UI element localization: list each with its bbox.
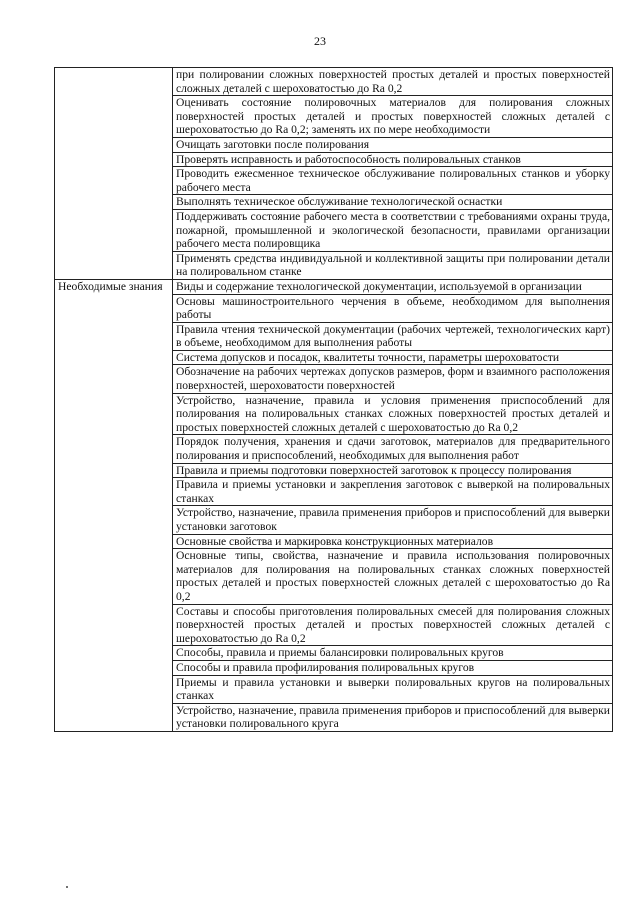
table-cell: Основные свойства и маркировка конструкционных материалов bbox=[173, 534, 613, 549]
table-cell: Правила чтения технической документации (рабочих чертежей, технологических карт) в объеме, необходимом для выполнения работы bbox=[173, 322, 613, 350]
scan-speck bbox=[66, 886, 68, 888]
table-cell: Поддерживать состояние рабочего места в соответствии с требованиями охраны труда, пожарной, промышленной и экологической безопасности, правилами организации рабочего места полировщика bbox=[173, 209, 613, 251]
table-cell: Оценивать состояние полировочных материалов для полирования сложных поверхностей простых деталей и простых поверхностей сложных деталей с шероховатостью до Ra 0,2; заменять их по мере необходимости bbox=[173, 96, 613, 138]
table-cell: Выполнять техническое обслуживание технологической оснастки bbox=[173, 195, 613, 210]
table-cell: Проводить ежесменное техническое обслуживание полировальных станков и уборку рабочего места bbox=[173, 167, 613, 195]
table-row bbox=[55, 279, 613, 294]
table-cell: Устройство, назначение, правила и условия применения приспособлений для полирования на полировальных станках сложных поверхностей простых деталей и простых поверхностей сложных деталей с шероховатостью до Ra 0,2 bbox=[173, 393, 613, 435]
table-cell: Применять средства индивидуальной и коллективной защиты при полировании детали на полировальном станке bbox=[173, 251, 613, 279]
table-cell: Правила и приемы подготовки поверхностей заготовок к процессу полирования bbox=[173, 463, 613, 478]
table-cell: Проверять исправность и работоспособность полировальных станков bbox=[173, 152, 613, 167]
table-cell: при полировании сложных поверхностей простых деталей и простых поверхностей сложных деталей с шероховатостью до Ra 0,2 bbox=[173, 68, 613, 96]
table-cell: Устройство, назначение, правила применения приборов и приспособлений для выверки установки заготовок bbox=[173, 506, 613, 534]
table-cell: Система допусков и посадок, квалитеты точности, параметры шероховатости bbox=[173, 350, 613, 365]
requirements-table bbox=[54, 67, 613, 732]
table-cell: Виды и содержание технологической документации, используемой в организации bbox=[173, 279, 613, 294]
table-cell: Устройство, назначение, правила применения приборов и приспособлений для выверки установки полировального круга bbox=[173, 703, 613, 731]
table-cell: Правила и приемы установки и закрепления заготовок с выверкой на полировальных станках bbox=[173, 478, 613, 506]
table-cell: Способы, правила и приемы балансировки полировальных кругов bbox=[173, 646, 613, 661]
table-cell: Приемы и правила установки и выверки полировальных кругов на полировальных станках bbox=[173, 675, 613, 703]
table-cell: Порядок получения, хранения и сдачи заготовок, материалов для предварительного полирования и приспособлений, необходимых для выполнения работ bbox=[173, 435, 613, 463]
knowledge-label-cell: Необходимые знания bbox=[55, 279, 173, 731]
table-row bbox=[55, 68, 613, 96]
table-cell: Составы и способы приготовления полировальных смесей для полирования сложных поверхностей простых деталей и простых поверхностей сложных деталей с шероховатостью до Ra 0,2 bbox=[173, 604, 613, 646]
table-cell: Основные типы, свойства, назначение и правила использования полировочных материалов для полирования на полировальных станках сложных поверхностей простых деталей и простых поверхностей сложных деталей с шероховатостью до Ra 0,2 bbox=[173, 549, 613, 604]
continuation-label-cell bbox=[55, 68, 173, 280]
table-cell: Очищать заготовки после полирования bbox=[173, 137, 613, 152]
page-number: 23 bbox=[314, 34, 326, 48]
table-cell: Основы машиностроительного черчения в объеме, необходимом для выполнения работы bbox=[173, 294, 613, 322]
table-body bbox=[55, 68, 613, 732]
table-cell: Способы и правила профилирования полировальных кругов bbox=[173, 660, 613, 675]
table-cell: Обозначение на рабочих чертежах допусков размеров, форм и взаимного расположения поверхностей, шероховатости поверхностей bbox=[173, 365, 613, 393]
